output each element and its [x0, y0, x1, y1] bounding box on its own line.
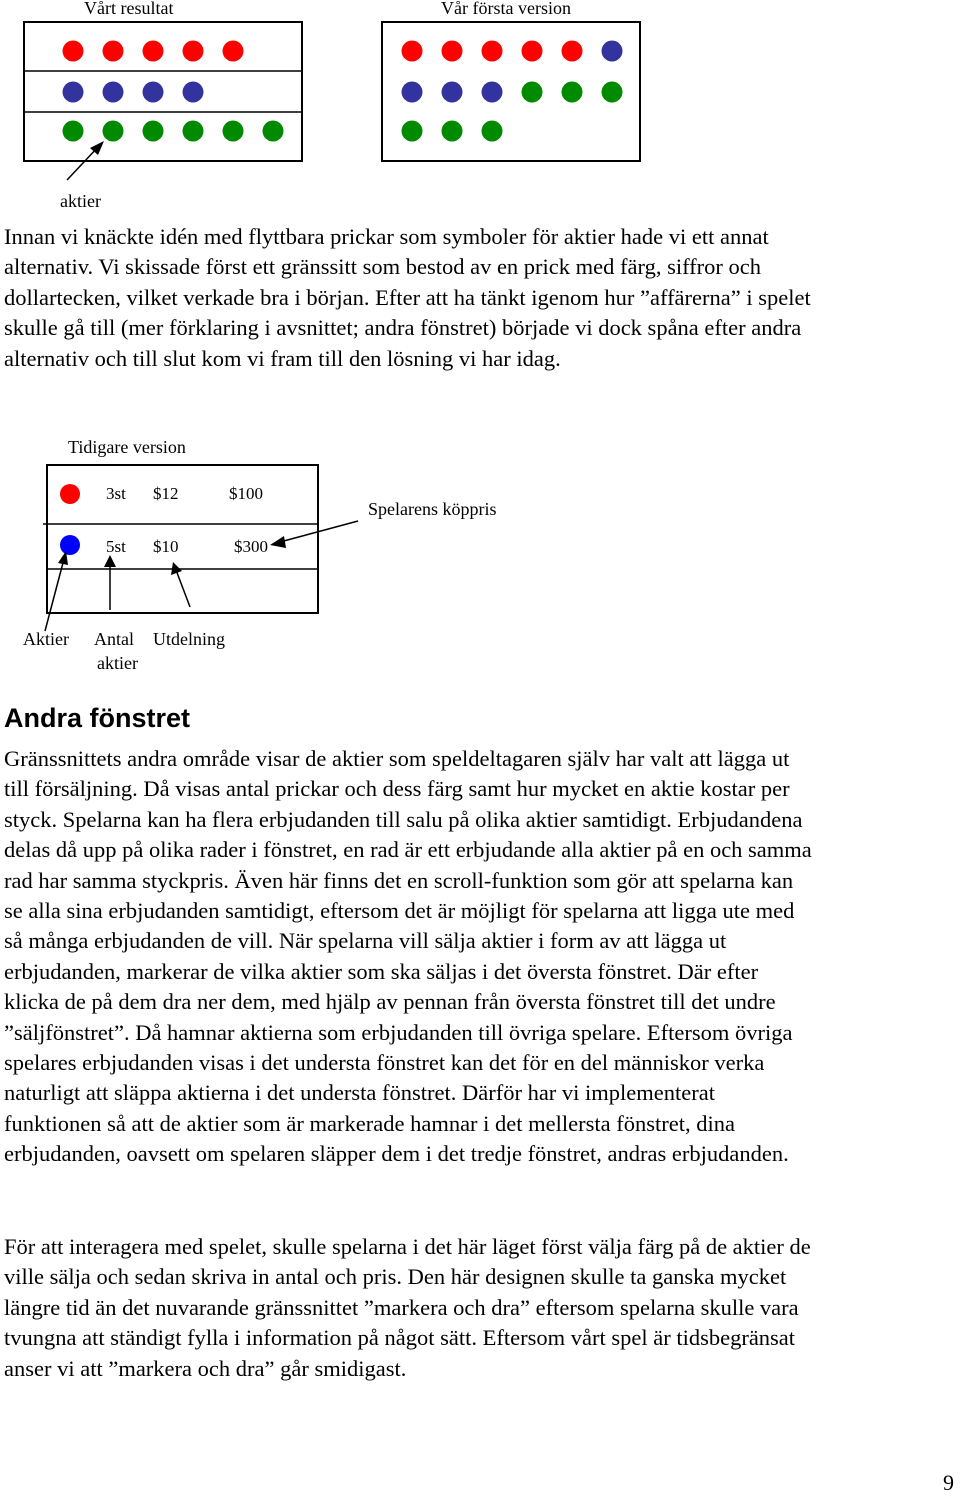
stock-dot-red: [60, 484, 80, 504]
text-line: tvungna att ständigt fylla i information på något sätt. Eftersom vårt spel är tidsbegränsat: [4, 1325, 796, 1351]
stock-dot-green: [522, 82, 543, 103]
text-line: För att interagera med spelet, skulle spelarna i det här läget först välja färg på de aktier de: [4, 1234, 811, 1259]
stock-dot-blue: [442, 82, 463, 103]
paragraph-second-window: [4, 744, 960, 1170]
stock-dot-red: [402, 41, 423, 62]
stock-dot-blue: [183, 82, 204, 103]
row1-price: $12: [153, 484, 179, 503]
text-line: så många erbjudanden de vill. När spelarna vill sälja aktier i form av att lägga ut: [4, 928, 727, 954]
text-line: erbjudanden, markerar de vilka aktier som ska säljas i det översta fönstret. Där efter: [4, 958, 759, 984]
stock-dot-blue: [63, 82, 84, 103]
antal-label-line2: aktier: [97, 653, 138, 673]
text-line: delas då upp på olika rader i fönstret, en rad är ett erbjudande alla aktier på en och samma: [4, 837, 812, 863]
text-line: erbjudanden, oavsett om spelaren släpper dem i det tredje fönstret, andras erbjudanden.: [4, 1141, 789, 1167]
earlier-version-figure: [0, 450, 960, 710]
stock-dot-red: [562, 41, 583, 62]
antal-pointer: [104, 555, 116, 610]
stock-dot-green: [223, 121, 244, 142]
figure-right-title: Vår första version: [441, 0, 571, 18]
text-line: anser vi att ”markera och dra” går smidigast.: [4, 1355, 407, 1381]
text-line: rad har samma styckpris. Även här finns det en scroll-funktion som gör att spelarna kan: [4, 867, 794, 893]
result-dots: [63, 41, 284, 142]
text-line: klicka de på dem dra ner dem, med hjälp av pennan från översta fönstret till det undre: [4, 989, 776, 1015]
text-line: dollartecken, vilket verkade bra i början. Efter att ha tänkt igenom hur ”affärerna” i spelet: [4, 284, 811, 310]
aktier-label: aktier: [60, 191, 101, 211]
page-number: 9: [943, 1470, 954, 1495]
stock-dot-green: [263, 121, 284, 142]
paragraph-interaction: [4, 1232, 960, 1384]
text-line: styck. Spelarna kan ha flera erbjudanden till salu på olika aktier samtidigt. Erbjudandena: [4, 806, 803, 832]
stock-dot-green: [442, 121, 463, 142]
utdelning-label: Utdelning: [153, 629, 225, 649]
stock-dot-blue: [143, 82, 164, 103]
text-line: skulle gå till (mer förklaring i avsnittet; andra fönstret) började vi dock spåna efter andra: [4, 315, 802, 341]
earlier-version-title: Tidigare version: [68, 437, 186, 457]
stock-dot-blue: [60, 535, 80, 555]
stock-dot-red: [223, 41, 244, 62]
earlier-version-box: [47, 465, 318, 613]
stock-dot-red: [183, 41, 204, 62]
text-line: funktionen så att de aktier som är markerade hamnar i det mellersta fönstret, dina: [4, 1110, 735, 1136]
text-line: till försäljning. Då visas antal prickar och dess färg samt hur mycket en aktie kostar per: [4, 776, 790, 802]
text-line: Gränssnittets andra område visar de aktier som speldeltagaren själv har valt att lägga ut: [4, 746, 790, 771]
paragraph-intro: [4, 222, 960, 374]
stock-dot-blue: [482, 82, 503, 103]
figure-left-title: Vårt resultat: [84, 0, 174, 18]
stock-dot-green: [63, 121, 84, 142]
text-line: se alla sina erbjudanden samtidigt, eftersom det är möjligt för spelarna att ligga ute med: [4, 898, 795, 924]
antal-label-line1: Antal: [94, 629, 134, 649]
stock-dot-green: [183, 121, 204, 142]
row2-qty: 5st: [106, 537, 126, 556]
text-line: ville sälja och sedan skriva in antal och pris. Den här designen skulle ta ganska mycket: [4, 1264, 787, 1290]
text-line: ”säljfönstret”. Då hamnar aktierna som erbjudanden till övriga spelare. Eftersom övriga: [4, 1019, 793, 1045]
stock-dot-green: [482, 121, 503, 142]
stock-dot-blue: [602, 41, 623, 62]
stock-dot-green: [143, 121, 164, 142]
stock-dot-blue: [103, 82, 124, 103]
stock-dot-green: [602, 82, 623, 103]
result-box: [24, 22, 302, 161]
text-line: längre tid än det nuvarande gränssnittet ”markera och dra” eftersom spelarna skulle vara: [4, 1294, 799, 1320]
stock-dot-red: [522, 41, 543, 62]
aktier-pointer-label: Aktier: [23, 629, 69, 649]
text-line: Innan vi knäckte idén med flyttbara prickar som symboler för aktier hade vi ett annat: [4, 224, 769, 249]
top-figure: [0, 0, 960, 200]
text-line: naturligt att släppa aktierna i det understa fönstret. Därför har vi implementerat: [4, 1080, 715, 1106]
stock-dot-green: [402, 121, 423, 142]
row1-total: $100: [229, 484, 263, 503]
stock-dot-blue: [402, 82, 423, 103]
stock-dot-red: [442, 41, 463, 62]
section-heading: Andra fönstret: [4, 703, 191, 733]
stock-dot-red: [482, 41, 503, 62]
text-line: alternativ. Vi skissade först ett gränssitt som bestod av en prick med färg, siffror och: [4, 254, 762, 280]
text-line: alternativ och till slut kom vi fram till den lösning vi har idag.: [4, 345, 561, 371]
row2-total: $300: [234, 537, 268, 556]
buyprice-label: Spelarens köppris: [368, 499, 497, 519]
stock-dot-green: [103, 121, 124, 142]
row1-qty: 3st: [106, 484, 126, 503]
first-version-dots: [402, 41, 623, 142]
row2-price: $10: [153, 537, 179, 556]
stock-dot-red: [63, 41, 84, 62]
buyprice-arrow: [270, 521, 358, 548]
aktier-pointer: [45, 551, 68, 631]
first-version-box: [382, 22, 640, 161]
text-line: spelares erbjudanden visas i det understa fönstret kan det för en del människor verka: [4, 1050, 765, 1076]
stock-dot-red: [143, 41, 164, 62]
stock-dot-green: [562, 82, 583, 103]
stock-dot-red: [103, 41, 124, 62]
